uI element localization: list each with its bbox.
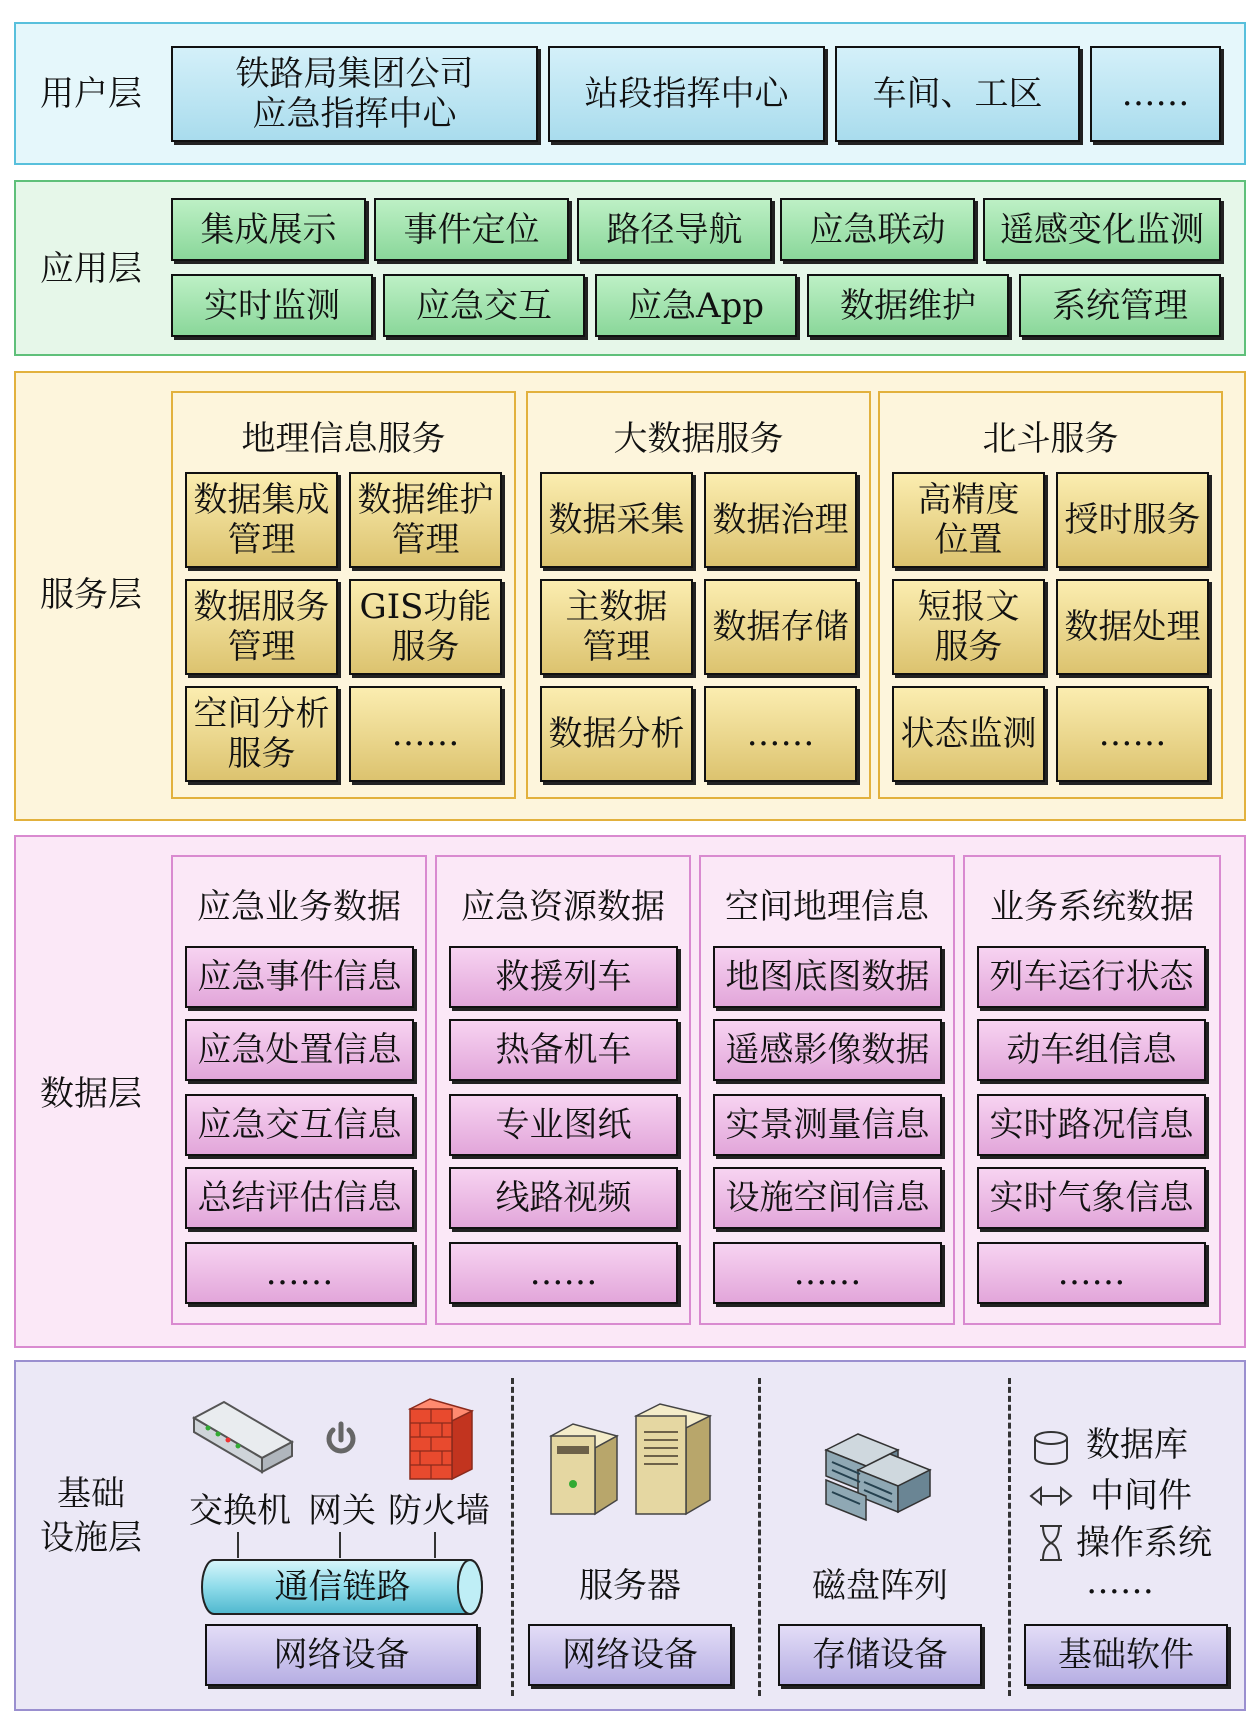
infra-separator: [758, 1378, 761, 1696]
data-item: ……: [449, 1242, 678, 1304]
service-item: 授时服务: [1056, 472, 1209, 568]
data-item: 救援列车: [449, 946, 678, 1008]
data-item: 热备机车: [449, 1019, 678, 1081]
data-item: 实时气象信息: [977, 1167, 1206, 1229]
app-box-event-location: 事件定位: [374, 198, 569, 261]
communication-link-label: 通信链路: [274, 1567, 411, 1607]
middleware-label: 中间件: [1090, 1476, 1192, 1516]
data-item: 应急处置信息: [185, 1019, 414, 1081]
app-box-system-management: 系统管理: [1019, 274, 1221, 337]
data-item: 动车组信息: [977, 1019, 1206, 1081]
user-layer-label: 用户层: [40, 74, 142, 114]
data-item: 总结评估信息: [185, 1167, 414, 1229]
software-more-label: ……: [1086, 1562, 1154, 1602]
service-item: 数据维护 管理: [349, 472, 502, 568]
data-group-title: 空间地理信息: [725, 887, 929, 927]
user-box-railway-group: 铁路局集团公司 应急指挥中心: [171, 46, 538, 142]
infra-separator: [511, 1378, 514, 1696]
service-item: 数据分析: [540, 686, 693, 782]
app-layer-label: 应用层: [40, 249, 142, 289]
disk-array-icon: [818, 1420, 943, 1530]
service-group-title: 地理信息服务: [241, 419, 446, 459]
infra-layer-label: 基础 设施层: [40, 1474, 142, 1558]
data-item: 遥感影像数据: [713, 1019, 942, 1081]
service-item: ……: [704, 686, 857, 782]
data-item: 设施空间信息: [713, 1167, 942, 1229]
data-item: 实时路况信息: [977, 1094, 1206, 1156]
disk-array-label: 磁盘阵列: [812, 1566, 948, 1606]
switch-label: 交换机: [189, 1491, 291, 1531]
user-box-more: ……: [1090, 46, 1221, 142]
data-item: 线路视频: [449, 1167, 678, 1229]
service-item: ……: [349, 686, 502, 782]
data-layer-label: 数据层: [40, 1074, 142, 1114]
app-box-integrated-display: 集成展示: [171, 198, 366, 261]
firewall-icon: [406, 1397, 476, 1482]
app-box-remote-sensing: 遥感变化监测: [983, 198, 1221, 261]
server-icon: [545, 1422, 620, 1517]
app-box-emergency-app: 应急App: [595, 274, 797, 337]
data-item: 应急事件信息: [185, 946, 414, 1008]
app-box-emergency-linkage: 应急联动: [780, 198, 975, 261]
service-item: 数据集成 管理: [185, 472, 338, 568]
user-box-workshop: 车间、工区: [835, 46, 1080, 142]
server-label: 服务器: [579, 1566, 681, 1606]
firewall-label: 防火墙: [388, 1491, 490, 1531]
service-item: 状态监测: [892, 686, 1045, 782]
infra-category-network-devices: 网络设备: [205, 1624, 478, 1686]
service-group-title: 北斗服务: [982, 419, 1119, 459]
infra-category-base-software: 基础软件: [1024, 1624, 1228, 1686]
data-item: ……: [185, 1242, 414, 1304]
data-item: ……: [713, 1242, 942, 1304]
operating-system-icon: [1036, 1523, 1066, 1563]
service-item: 数据采集: [540, 472, 693, 568]
user-box-station-command: 站段指挥中心: [548, 46, 825, 142]
service-item: 数据存储: [704, 579, 857, 675]
service-item: GIS功能 服务: [349, 579, 502, 675]
service-layer-label: 服务层: [40, 575, 142, 615]
app-box-emergency-interaction: 应急交互: [383, 274, 585, 337]
infra-category-storage-devices: 存储设备: [778, 1624, 982, 1686]
infra-category-server-devices: 网络设备: [528, 1624, 732, 1686]
app-box-realtime-monitoring: 实时监测: [171, 274, 373, 337]
data-item: 专业图纸: [449, 1094, 678, 1156]
data-group-title: 业务系统数据: [990, 887, 1194, 927]
server-tower-icon: [630, 1402, 715, 1517]
service-item: 数据处理: [1056, 579, 1209, 675]
data-item: ……: [977, 1242, 1206, 1304]
infra-separator: [1008, 1378, 1011, 1696]
data-group-title: 应急资源数据: [461, 887, 665, 927]
gateway-label: 网关: [308, 1491, 376, 1531]
service-item: 数据服务 管理: [185, 579, 338, 675]
switch-icon: [188, 1400, 298, 1480]
database-icon: [1031, 1430, 1071, 1466]
service-item: 短报文 服务: [892, 579, 1045, 675]
app-box-route-navigation: 路径导航: [577, 198, 772, 261]
data-item: 实景测量信息: [713, 1094, 942, 1156]
data-item: 地图底图数据: [713, 946, 942, 1008]
data-item: 列车运行状态: [977, 946, 1206, 1008]
service-item: 高精度 位置: [892, 472, 1045, 568]
service-group-title: 大数据服务: [613, 419, 784, 459]
data-item: 应急交互信息: [185, 1094, 414, 1156]
service-item: 数据治理: [704, 472, 857, 568]
service-item: 空间分析 服务: [185, 686, 338, 782]
service-item: 主数据 管理: [540, 579, 693, 675]
data-group-title: 应急业务数据: [197, 887, 401, 927]
operating-system-label: 操作系统: [1076, 1523, 1212, 1563]
database-label: 数据库: [1086, 1425, 1188, 1465]
service-item: ……: [1056, 686, 1209, 782]
middleware-icon: [1029, 1484, 1073, 1508]
power-icon: [323, 1420, 359, 1460]
app-box-data-maintenance: 数据维护: [807, 274, 1009, 337]
